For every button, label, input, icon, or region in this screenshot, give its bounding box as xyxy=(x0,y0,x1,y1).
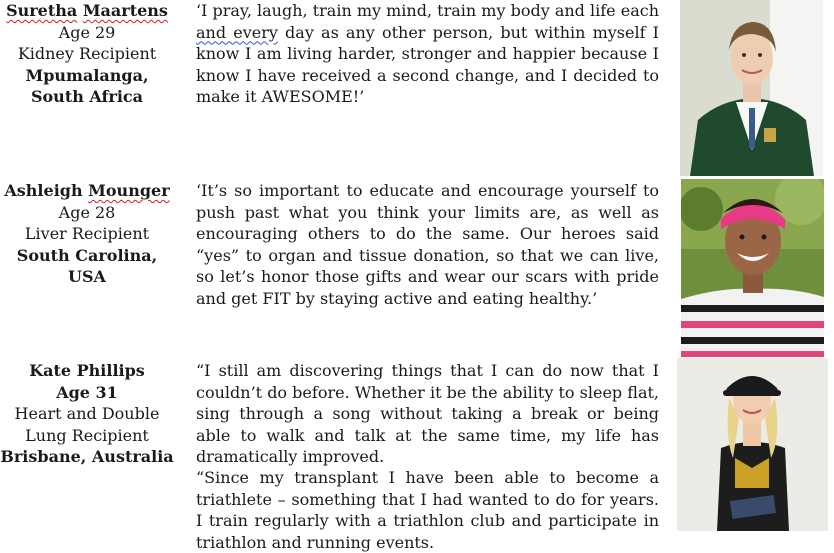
profile-age: Age 28 xyxy=(58,202,116,222)
profile-quote-kate-1: “I still am discovering things that I can do now that I couldn’t do before. Whether it be the ability to sleep flat, sing through a song without taking a break or being able to walk and talk at the same time, my life has dramatically improved. xyxy=(196,361,659,466)
quote-text-a: ‘I pray, laugh, train my mind, train my body and life each xyxy=(196,1,659,20)
profile-age: Age 29 xyxy=(58,22,116,42)
profile-info-kate xyxy=(0,360,174,468)
portrait-icon xyxy=(677,358,828,531)
name-first: Ashleigh xyxy=(4,181,83,200)
portrait-icon xyxy=(680,0,823,176)
profile-name xyxy=(0,180,174,202)
name-first: Suretha xyxy=(6,1,78,20)
name-last: Maartens xyxy=(82,1,168,20)
profile-location: Brisbane, Australia xyxy=(0,447,174,466)
profile-name xyxy=(0,0,174,22)
profile-quote-kate-2: “Since my transplant I have been able to become a triathlete – something that I had wanted to do for years. I train regularly with a triathlon club and participate in triathlon and running events. xyxy=(196,468,659,552)
profile-organ: Heart and Double Lung Recipient xyxy=(14,404,160,445)
quote-text-b: day as any other person, but within myself I know I am living harder, stronger and happier because I know I have received a second change, and I decided to make it AWESOME!’ xyxy=(196,22,659,106)
portrait-photo-kate xyxy=(677,358,828,531)
striped-shirt xyxy=(681,289,824,357)
profile-name: Kate Phillips xyxy=(29,361,145,380)
profile-organ: Liver Recipient xyxy=(24,224,150,243)
profile-age: Age 31 xyxy=(56,382,118,402)
portrait-photo-ashleigh xyxy=(681,179,824,357)
portrait-photo-suretha xyxy=(680,0,823,176)
profile-organ: Kidney Recipient xyxy=(17,44,157,63)
portrait-icon xyxy=(681,179,824,357)
profile-quote-ashleigh: ‘It’s so important to educate and encourage yourself to push past what you think your limits are, as well as encouraging others to do the same. Our heroes said “yes” to organ and tissue donation, so that we can live, so let’s honor those gifts and wear our scars with pride and get FIT by staying active and eating healthy.’ xyxy=(196,181,659,308)
quote-text-highlight: and every xyxy=(196,22,278,42)
profile-location: Mpumalanga, South Africa xyxy=(25,65,149,106)
profile-info-suretha xyxy=(0,0,174,108)
profile-quote-suretha xyxy=(196,0,659,108)
profile-location: South Carolina, USA xyxy=(16,245,158,286)
name-last: Mounger xyxy=(88,181,170,200)
profile-info-ashleigh xyxy=(0,180,174,288)
